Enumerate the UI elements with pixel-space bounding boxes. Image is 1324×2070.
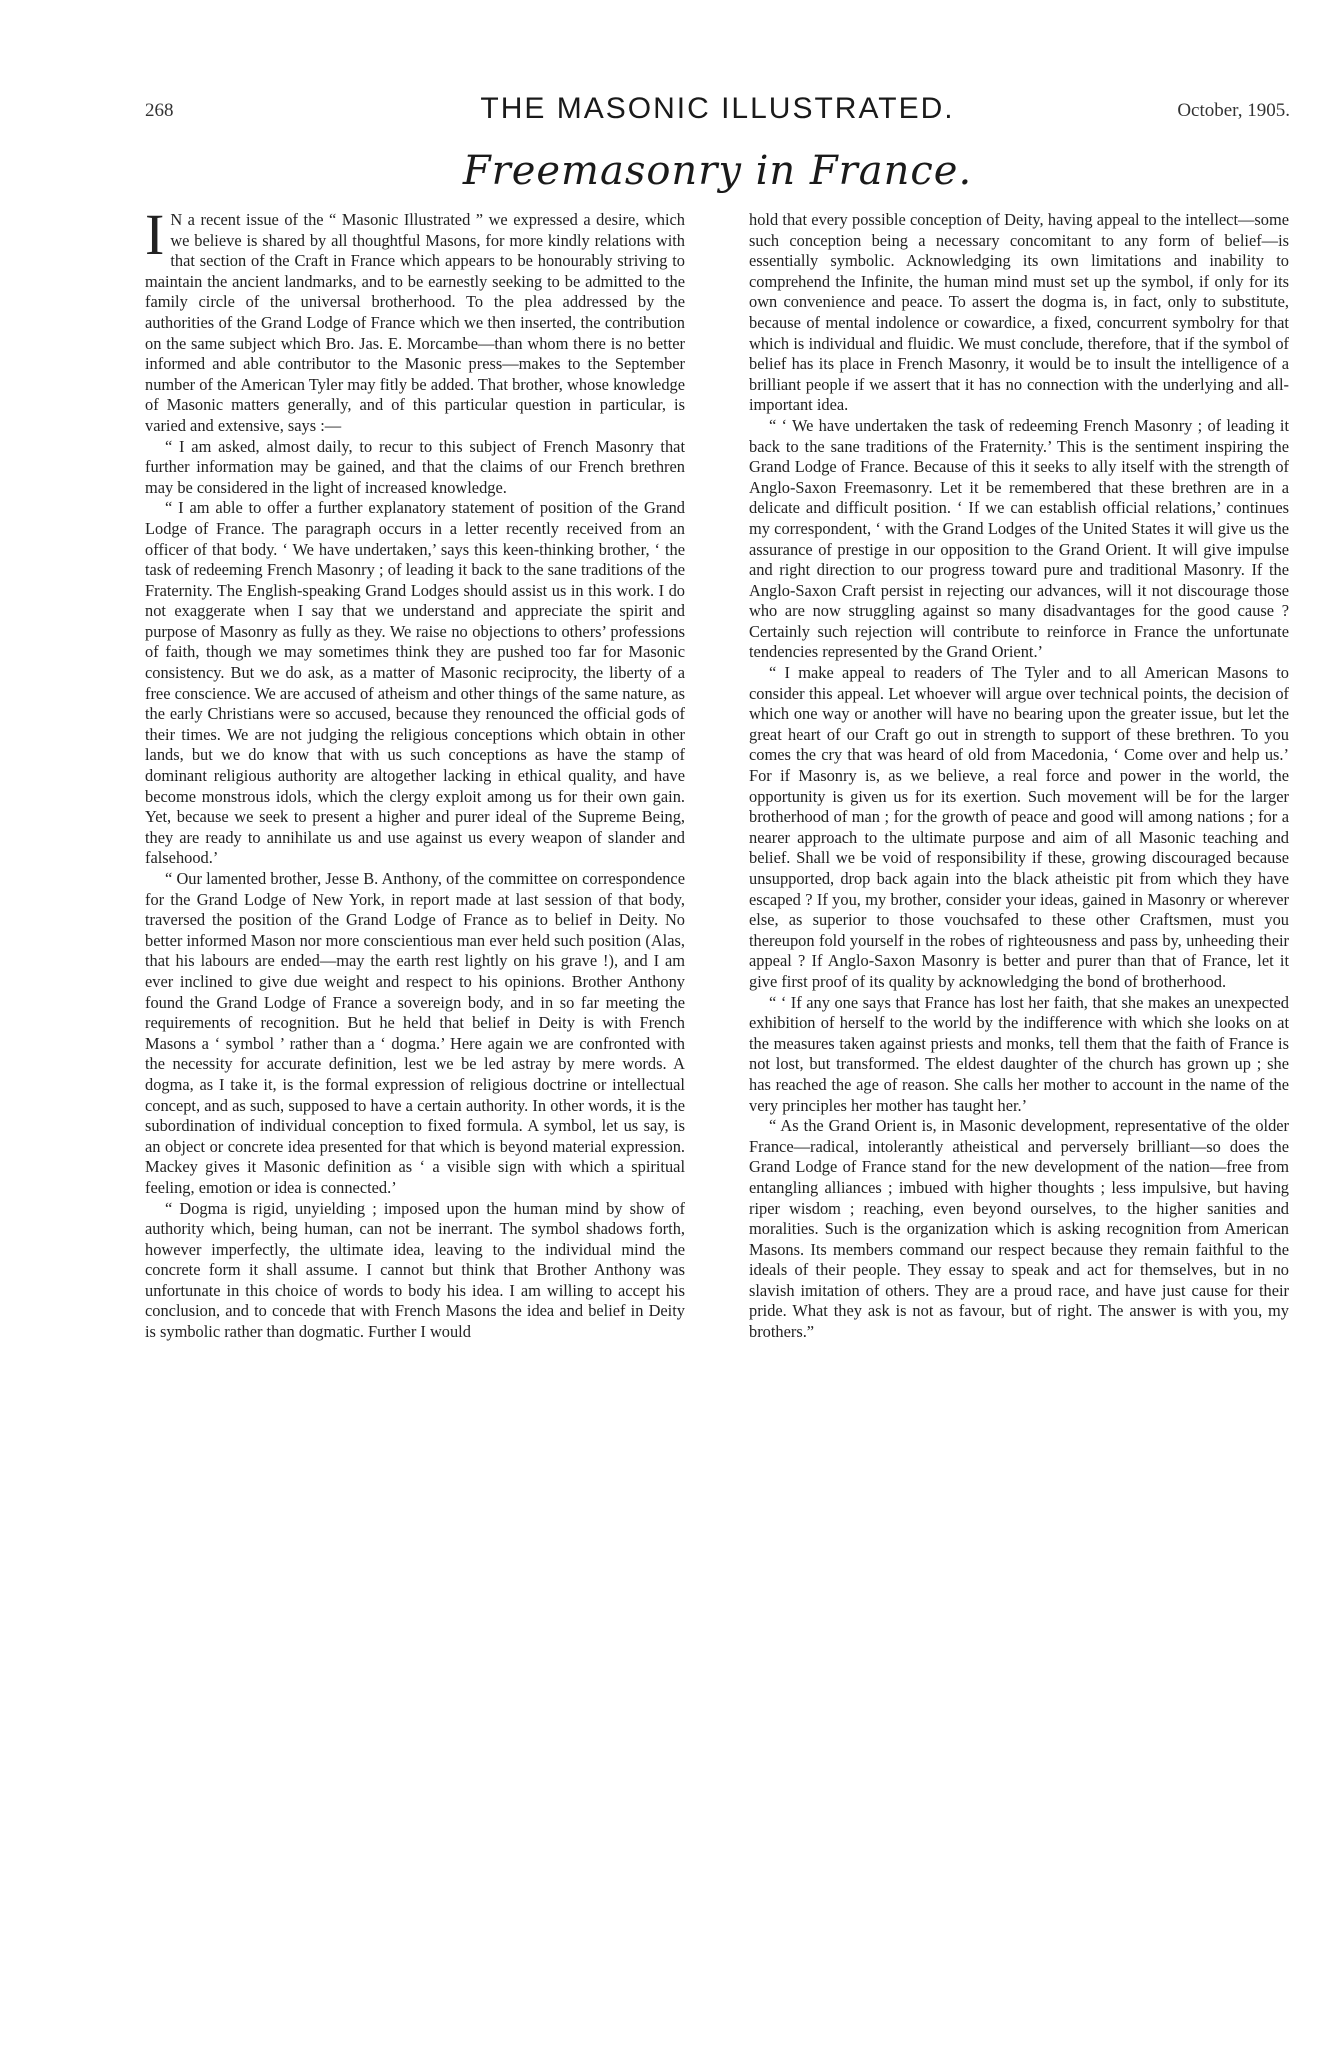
issue-date: October, 1905. [1177,100,1290,121]
paragraph: “ Our lamented brother, Jesse B. Anthony, of the committee on correspondence for the Grand Lodge of New York, in report made at last session of that body, traversed the position of the Grand Lodge of France as to belief in Deity. No better informed Mason nor more conscientious man ever held such position (Alas, that his labours are ended—may the earth rest lightly on his grave !), and I am ever inclined to give due weight and respect to his opinions. Brother Anthony found the Grand Lodge of France a sovereign body, and in so far meeting the requirements of recognition. But he held that belief in Deity is with French Masons a ‘ symbol ’ rather than a ‘ dogma.’ Here again we are confronted with the necessity for accurate definition, lest we be led astray by mere words. A dogma, as I take it, is the formal expression of religious doctrine or intellectual concept, and as such, supposed to have a certain authority. In other words, it is the subordination of individual conception to fixed formula. A symbol, let us say, is an object or concrete idea presented for that which is beyond material expression. Mackey gives it Masonic definition as ‘ a visible sign with which a spiritual feeling, emotion or idea is connected.’ [145,869,685,1197]
running-title: THE MASONIC ILLUSTRATED. [480,92,955,125]
right-column [749,210,1289,1343]
page-header [145,92,1290,136]
paragraph: “ I am able to offer a further explanatory statement of position of the Grand Lodge of France. The paragraph occurs in a letter recently received from an officer of that body. ‘ We have undertaken,’ says this keen-thinking brother, ‘ the task of redeeming French Masonry ; of leading it back to the sane traditions of the Fraternity. The English-speaking Grand Lodges should assist us in this work. I do not exaggerate when I say that we understand and appreciate the spirit and purpose of Masonry as fully as they. We raise no objections to others’ professions of faith, though we may sometimes think they are pushed too far for Masonic consistency. But we do ask, as a matter of Masonic reciprocity, the liberty of a free conscience. We are accused of atheism and other things of the same nature, as the early Christians were so accused, because they renounced the official gods of their times. We are not judging the religious conceptions which obtain in other lands, but we do know that with us such conceptions as have the stamp of dominant religious authority are altogether lacking in ethical quality, and have become monstrous idols, which the clergy exploit among us for their own gain. Yet, because we seek to present a higher and purer ideal of the Supreme Being, they are ready to annihilate us and use against us every weapon of slander and falsehood.’ [145,498,685,868]
paragraph: “ Dogma is rigid, unyielding ; imposed upon the human mind by show of authority which, being human, can not be inerrant. The symbol shadows forth, however imperfectly, the ultimate idea, leaving to the individual mind the concrete form it shall assume. I cannot but think that Brother Anthony was unfortunate in this choice of words to body his idea. I am willing to accept his conclusion, and to concede that with French Masons the idea and belief in Deity is symbolic rather than dogmatic. Further I would [145,1198,685,1342]
paragraph: I N a recent issue of the “ Masonic Illustrated ” we expressed a desire, which we believe is shared by all thoughtful Masons, for more kindly relations with that section of the Craft in France which appears to be honourably striving to maintain the ancient landmarks, and to be earnestly seeking to be admitted to the family circle of the universal brotherhood. To the plea addressed by the authorities of the Grand Lodge of France which we then inserted, the contribution on the same subject which Bro. Jas. E. Morcambe—than whom there is no better informed and able contributor to the Masonic press—makes to the September number of the American Tyler may fitly be added. That brother, whose knowledge of Masonic matters generally, and of this particular question in particular, is varied and extensive, says :— [145,202,685,435]
paragraph: hold that every possible conception of Deity, having appeal to the intellect—some such conception being a necessary concomitant to any form of belief—is essentially symbolic. Acknowledging its own limitations and inability to comprehend the Infinite, the human mind must set up the symbol, if only for its own convenience and peace. To assert the dogma is, in fact, only to substitute, because of mental indolence or cowardice, a fixed, concurrent symbolry for that which is individual and fluidic. We must conclude, therefore, that if the symbol of belief has its place in French Masonry, it would be to insult the intelligence of a brilliant people if we assert that it has no connection with the underlying and all-important idea. [749,210,1289,415]
paragraph: “ As the Grand Orient is, in Masonic development, representative of the older France—radical, intolerantly atheistical and perversely brilliant—so does the Grand Lodge of France stand for the new development of the nation—free from entangling alliances ; imbued with higher thoughts ; less impulsive, but having riper wisdom ; reaching, even beyond ourselves, to the higher sanities and moralities. Such is the organization which is asking recognition from American Masons. Its members command our respect because they remain faithful to the ideals of their people. They essay to speak and act for themselves, but in no slavish imitation of others. They are a proud race, and have just cause for their pride. What they ask is not as favour, but of right. The answer is with you, my brothers.” [749,1116,1289,1342]
paragraph: “ ‘ If any one says that France has lost her faith, that she makes an unexpected exhibition of herself to the world by the indifference with which she looks on at the measures taken against priests and monks, tell them that the faith of France is not lost, but transformed. The eldest daughter of the church has grown up ; she has reached the age of reason. She calls her mother to account in the name of the very principles her mother has taught her.’ [749,992,1289,1115]
page-number: 268 [145,100,174,121]
paragraph: “ I am asked, almost daily, to recur to this subject of French Masonry that further information may be gained, and that the claims of our French brethren may be considered in the light of increased knowledge. [145,436,685,497]
drop-cap: I [145,202,165,267]
paragraph: “ I make appeal to readers of The Tyler and to all American Masons to consider this appeal. Let whoever will argue over technical points, the decision of which one way or another will have no bearing upon the greater issue, but let the great heart of our Craft go out in strength to support of these brethren. To you comes the cry that was heard of old from Macedonia, ‘ Come over and help us.’ For if Masonry is, as we believe, a real force and power in the world, the opportunity is given us for its exertion. Such movement will be for the larger brotherhood of man ; for the growth of peace and good will among nations ; for a nearer approach to the ultimate purpose and aim of all Masonic teaching and belief. Shall we be void of responsibility if these, growing discouraged because unsupported, drop back again into the black atheistic pit from which they have escaped ? If you, my brother, consider your ideas, gained in Masonry or wherever else, as superior to those vouchsafed to these other Craftsmen, must you thereupon fold yourself in the robes of righteousness and pass by, unheeding their appeal ? If Anglo-Saxon Masonry is better and purer than that of France, let it give first proof of its quality by acknowledging the bond of brotherhood. [749,663,1289,991]
left-column [145,202,685,1343]
paragraph: “ ‘ We have undertaken the task of redeeming French Masonry ; of leading it back to the sane traditions of the Fraternity.’ This is the sentiment inspiring the Grand Lodge of France. Because of this it seeks to ally itself with the strength of Anglo-Saxon Freemasonry. Let it be remembered that these brethren are in a delicate and difficult position. ‘ If we can establish official relations,’ continues my correspondent, ‘ with the Grand Lodges of the United States it will give us the assurance of prestige in our opposition to the Grand Orient. It will give impulse and right direction to our progress toward pure and traditional Masonry. If the Anglo-Saxon Craft persist in rejecting our advances, will it not discourage those who are now struggling against so many disadvantages for the good cause ? Certainly such rejection will contribute to reinforce in France the unfortunate tendencies represented by the Grand Orient.’ [749,415,1289,662]
article-title: Freemasonry in France. [462,148,973,194]
